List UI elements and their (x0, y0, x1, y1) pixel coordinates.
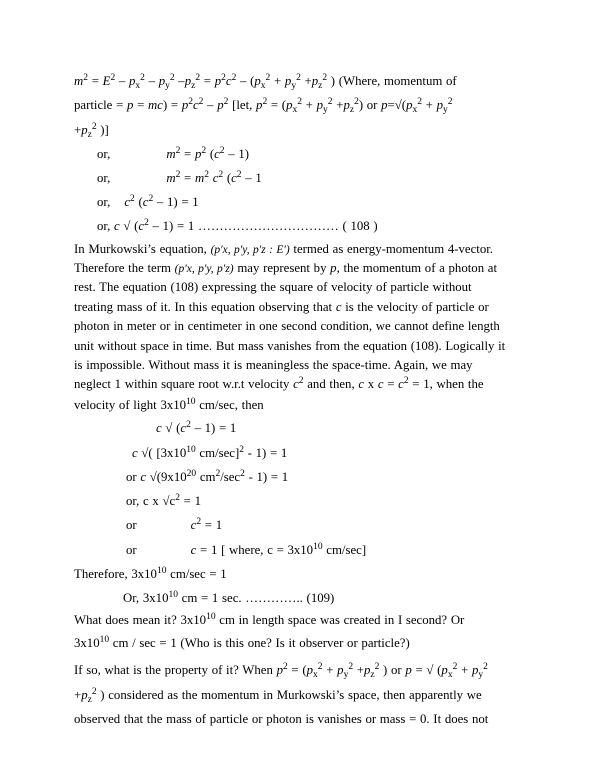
paragraph-line-10: What does mean it? $3x10^{10}$ cm in length space was created in I second? Or (74, 612, 465, 627)
equation-line-12: or $c^2 = 1$ (126, 517, 223, 532)
equation-line-7: or, c √ $(c^2 - 1) = 1$ …………………………… ( 108 ) (97, 218, 378, 233)
paragraph-line-3: rest. The equation (108) expressing the square of velocity of particle without (74, 280, 472, 294)
equation-line-10: or c $√(9x10^{20}$ $cm^2/\sec^2 - 1) = 1$ (126, 469, 289, 484)
equation-line-11: or, c x $√c^2 = 1$ (126, 493, 201, 508)
paragraph-line-14: observed that the mass of particle or photon is vanishes or mass = 0. It does not (74, 712, 489, 726)
equation-line-1: $m^2 = E^2 - p_x^2 - p_y^2$ $-p_z^2 = p^2c^2 - (p_x^2 + p_y^2 +p_z^2$ ) (Where, momentum of (74, 73, 457, 91)
paragraph-line-11: $3x10^{10}$ cm / sec = 1 (Who is this one? Is it observer or particle?) (74, 635, 410, 650)
paragraph-line-9: velocity of light $3x10^{10}$ cm/sec, then (74, 397, 264, 412)
paragraph-line-2: Therefore the term (p′x, p′y, p′z) may represent by p, the momentum of a photon at (74, 261, 498, 275)
paragraph-line-1: In Murkowski’s equation, (p′x, p′y, p′z : E′) termed as energy-momentum 4-vector. (74, 242, 493, 256)
paragraph-line-12: If so, what is the property of it? When $p^2 = (p_x^2 + p_y^2 +p_z^2$ ) or p = √ ($p_x^2 + p_y^2$ (74, 662, 488, 680)
paragraph-line-4: treating mass of it. In this equation observing that c is the velocity of particle or (74, 300, 489, 314)
equation-line-3: $+p_z^2$ )] (74, 122, 109, 140)
equation-line-4: or, $m^2 = p^2$ $(c^2 - 1)$ (97, 146, 250, 161)
paragraph-line-6: unit without space in time. But mass vanishes from the equation (108). Logically it (74, 339, 506, 353)
paragraph-line-7: is impossible. Without mass it is meaningless the space-time. Again, we may (74, 358, 473, 372)
equation-line-6: or, $c^2$ $(c^2 - 1) = 1$ (97, 194, 199, 209)
equation-line-8: c √ $(c^2 - 1) = 1$ (156, 420, 237, 435)
equation-line-2: particle = $p = mc) = p^2c^2 - p^2$ [let, $p^2 = (p_x^2 + p_y^2 +p_z^2)$ or $p=√(p_x^2 + p_y^2$ (74, 97, 453, 115)
paragraph-line-13: $+p_z^2$ ) considered as the momentum in Murkowski’s space, then apparently we (74, 687, 482, 705)
paragraph-line-8: neglect 1 within square root w.r.t velocity $c^2$ and then, c x $c = c^2 = 1$, when the (74, 376, 484, 391)
equation-line-14: Therefore, $3x10^{10}$ cm/sec = 1 (74, 566, 227, 581)
equation-line-9: c √( [$3x10^{10}$ cm/sec]$^2$ - 1) = 1 (132, 445, 288, 460)
paragraph-line-5: photon in meter or in centimeter in one second condition, we cannot define length (74, 319, 500, 333)
equation-line-15: Or, $3x10^{10}$ cm = 1 sec. ………….. (109) (123, 590, 335, 605)
equation-line-13: or c = 1 [ where, $c = 3x10^{10}$ cm/sec] (126, 542, 367, 557)
equation-line-5: or, $m^2 = m^2$ $c^2$ ($c^2 - 1$ (97, 170, 262, 185)
